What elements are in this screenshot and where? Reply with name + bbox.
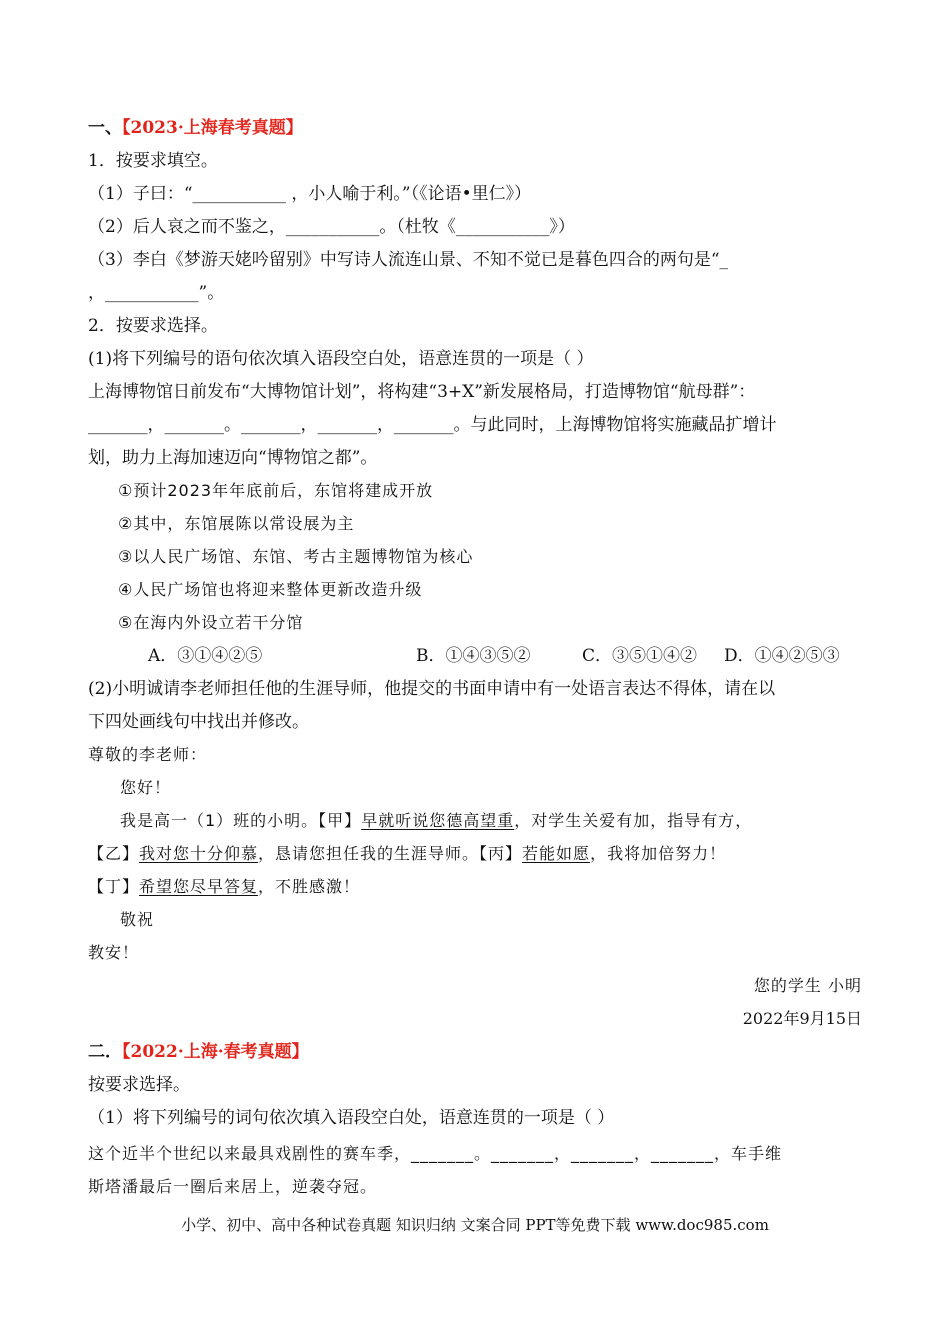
- option-a: A．③①④②⑤: [148, 646, 263, 666]
- letter-greeting: 您好！: [120, 778, 172, 797]
- letter-text: ，不胜感激！: [258, 877, 361, 896]
- section2-tag: 【2022·上海·春考真题】: [122, 1042, 309, 1062]
- q2-1-stem: (1)将下列编号的语句依次填入语段空白处，语意连贯的一项是（ ）: [88, 349, 594, 369]
- section2-title: 按要求选择。: [88, 1075, 190, 1095]
- q2-1-para-line2: _______，_______。_______，_______，_______。与此同时，上海博物馆将实施藏品扩增计: [88, 415, 777, 435]
- section1-heading: [88, 117, 303, 139]
- list-item: ①预计2023年年底前后，东馆将建成开放: [118, 481, 434, 500]
- list-item: ⑤在海内外设立若干分馆: [118, 613, 304, 632]
- letter-line1: [120, 810, 752, 832]
- q1-title: 1．按要求填空。: [88, 151, 218, 171]
- q1-item-1: （1）子曰：“___________ ，小人喻于利。”（《论语•里仁》）: [88, 184, 532, 204]
- q2-1-para-line3: 划，助力上海加速迈向“博物馆之都”。: [88, 448, 378, 468]
- option-b: B．①④③⑤②: [416, 646, 531, 666]
- letter-date: 2022年9月15日: [742, 1009, 862, 1028]
- letter-line2: [88, 843, 726, 865]
- letter-closing2: 教安！: [88, 943, 140, 962]
- options-row: [148, 645, 840, 667]
- section2-q1-stem: （1）将下列编号的词句依次填入语段空白处，语意连贯的一项是（ ）: [88, 1108, 615, 1128]
- letter-line3: [88, 876, 360, 898]
- section2-heading: [88, 1041, 309, 1063]
- letter-text: 【乙】: [88, 844, 140, 863]
- underlined-sentence-jia: 早就听说您德高望重: [361, 811, 515, 830]
- underlined-sentence-yi: 我对您十分仰慕: [139, 844, 259, 863]
- letter-salutation: 尊敬的李老师：: [88, 745, 208, 764]
- underlined-sentence-ding: 希望您尽早答复: [139, 877, 259, 896]
- letter-text: ，我将加倍努力！: [590, 844, 727, 863]
- list-item: ②其中，东馆展陈以常设展为主: [118, 514, 355, 533]
- q1-item-2: （2）后人哀之而不鉴之，___________。（杜牧《___________》）: [88, 217, 575, 237]
- section2-para-line1: 这个近半个世纪以来最具戏剧性的赛车季，_______。_______，_______，_______，车手维: [88, 1144, 783, 1163]
- underlined-sentence-bing: 若能如愿: [522, 844, 591, 863]
- q2-title: 2．按要求选择。: [88, 316, 218, 336]
- letter-closing1: 敬祝: [120, 910, 155, 929]
- q2-2-stem-line2: 下四处画线句中找出并修改。: [88, 712, 309, 732]
- option-c: C．③⑤①④②: [582, 646, 698, 666]
- page-footer: 小学、初中、高中各种试卷真题 知识归纳 文案合同 PPT等免费下载 www.doc985.com: [181, 1216, 769, 1234]
- letter-text: 我是高一（1）班的小明。【甲】: [120, 811, 362, 830]
- section2-prefix: 二．: [88, 1042, 122, 1062]
- q1-item-3b: ，___________”。: [88, 283, 225, 303]
- section1-tag: 【2023·上海春考真题】: [122, 118, 303, 138]
- letter-text: ，恳请您担任我的生涯导师。【丙】: [258, 844, 523, 863]
- list-item: ④人民广场馆也将迎来整体更新改造升级: [118, 580, 423, 599]
- list-item: ③以人民广场馆、东馆、考古主题博物馆为核心: [118, 547, 474, 566]
- letter-signature: 您的学生 小明: [753, 976, 862, 995]
- letter-text: 【丁】: [88, 877, 140, 896]
- q1-item-3a: （3）李白《梦游天姥吟留别》中写诗人流连山景、不知不觉已是暮色四合的两句是“_: [88, 250, 729, 270]
- section2-para-line2: 斯塔潘最后一圈后来居上，逆袭夺冠。: [88, 1177, 378, 1196]
- q2-2-stem-line1: (2)小明诚请李老师担任他的生涯导师，他提交的书面申请中有一处语言表达不得体，请在以: [88, 679, 776, 699]
- option-d: D．①④②⑤③: [724, 646, 840, 666]
- letter-text: ，对学生关爱有加，指导有方，: [514, 811, 753, 830]
- section1-prefix: 一、: [88, 118, 122, 138]
- q2-1-para-line1: 上海博物馆日前发布“大博物馆计划”，将构建“3+X”新发展格局，打造博物馆“航母群”：: [88, 382, 756, 402]
